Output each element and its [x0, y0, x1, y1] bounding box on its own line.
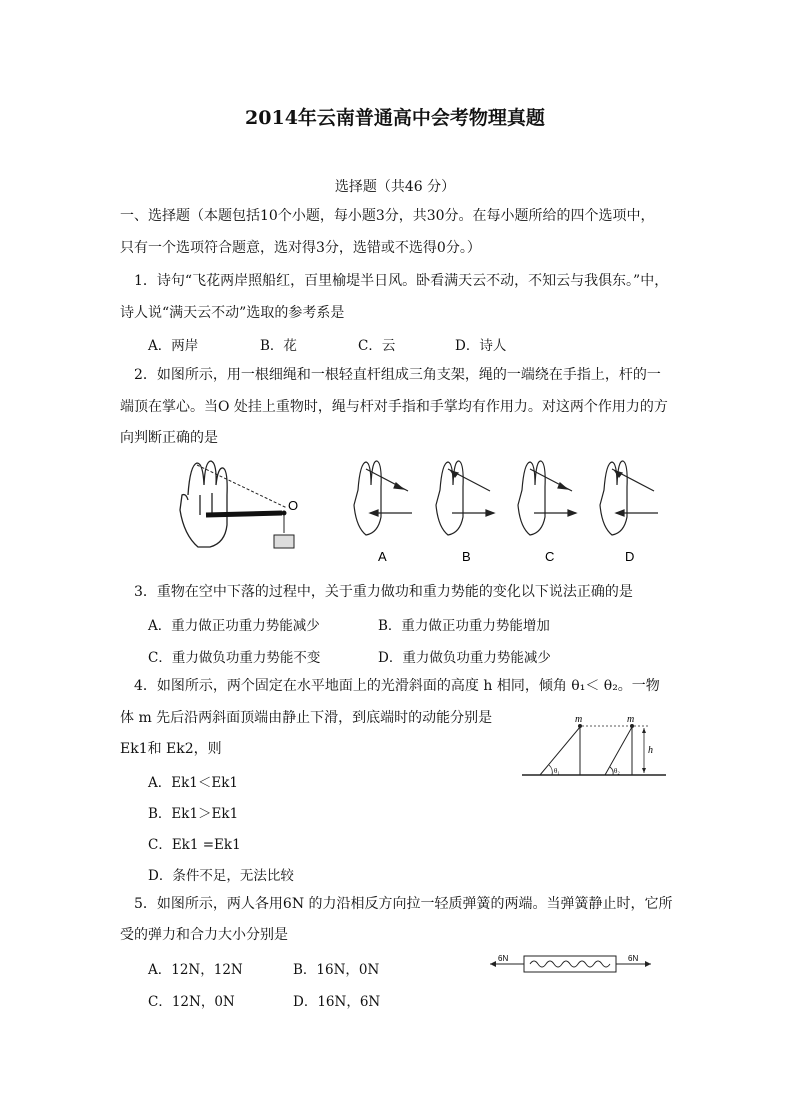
part-heading-line1: 一、选择题（本题包括10个小题，每小题3分，共30分。在每小题所给的四个选项中， [120, 208, 655, 224]
q4-label-theta1: θ₁ [554, 767, 560, 775]
q2-label-c: C [545, 549, 555, 564]
q3-option-b: B．重力做正功重力势能增加 [378, 618, 550, 634]
q1-option-d: D．诗人 [455, 338, 507, 354]
q4-option-a: A．Ek1＜Ek1 [148, 775, 238, 791]
q5-figure [488, 952, 654, 976]
q5-line2: 受的弹力和合力大小分别是 [120, 927, 288, 943]
q3-line1: 3．重物在空中下落的过程中，关于重力做功和重力势能的变化以下说法正确的是 [134, 584, 633, 600]
q5-option-d: D．16N，6N [293, 994, 381, 1010]
q4-option-b: B．Ek1＞Ek1 [148, 806, 239, 822]
q2-label-o: O [288, 498, 299, 513]
q3-option-c: C．重力做负功重力势能不变 [148, 650, 321, 666]
q2-label-b: B [462, 549, 471, 564]
q5-option-c: C．12N，0N [148, 994, 235, 1010]
q5-line1: 5．如图所示，两人各用6N 的力沿相反方向拉一轻质弹簧的两端。当弹簧静止时，它所 [134, 896, 673, 912]
page-title: 2014年云南普通高中会考物理真题 [245, 107, 545, 129]
q4-option-c: C．Ek1 =Ek1 [148, 837, 241, 853]
q4-label-m2: m [627, 714, 635, 725]
q3-option-d: D．重力做负功重力势能减少 [378, 650, 551, 666]
q5-label-left: 6N [498, 954, 509, 963]
q5-label-right: 6N [628, 954, 639, 963]
q1-option-a: A．两岸 [148, 338, 199, 354]
q2-figure [170, 455, 680, 570]
q2-line2: 端顶在掌心。当O 处挂上重物时，绳与杆对手指和手掌均有作用力。对这两个作用力的方 [120, 399, 668, 415]
q2-line1: 2．如图所示，用一根细绳和一根轻直杆组成三角支架，绳的一端绕在手指上，杆的一 [134, 367, 661, 383]
q4-label-theta2: θ₂ [614, 767, 620, 775]
q4-line3: Ek1和 Ek2，则 [120, 741, 222, 757]
q4-line1: 4．如图所示，两个固定在水平地面上的光滑斜面的高度 h 相同，倾角 θ₁＜ θ₂。一物 [134, 678, 660, 694]
q4-label-m1: m [575, 714, 583, 725]
q2-label-a: A [378, 549, 387, 564]
q1-option-c: C．云 [358, 338, 396, 354]
q1-line1: 1．诗句“飞花两岸照船红，百里榆堤半日风。卧看满天云不动，不知云与我俱东。”中， [134, 273, 669, 289]
q1-option-b: B．花 [260, 338, 297, 354]
q2-label-d: D [625, 549, 635, 564]
section-heading: 选择题（共46 分） [334, 179, 456, 195]
q5-option-a: A．12N，12N [148, 962, 243, 978]
q3-option-a: A．重力做正功重力势能减少 [148, 618, 320, 634]
q4-figure [520, 712, 670, 782]
part-heading-line2: 只有一个选项符合题意，选对得3分，选错或不选得0分。） [120, 240, 481, 256]
q4-line2: 体 m 先后沿两斜面顶端由静止下滑，到底端时的动能分别是 [120, 710, 493, 726]
q1-line2: 诗人说“满天云不动”选取的参考系是 [120, 305, 345, 321]
q4-label-h: h [648, 745, 653, 756]
q5-option-b: B．16N，0N [293, 962, 380, 978]
q2-line3: 向判断正确的是 [120, 430, 218, 446]
q4-option-d: D．条件不足，无法比较 [148, 868, 294, 884]
